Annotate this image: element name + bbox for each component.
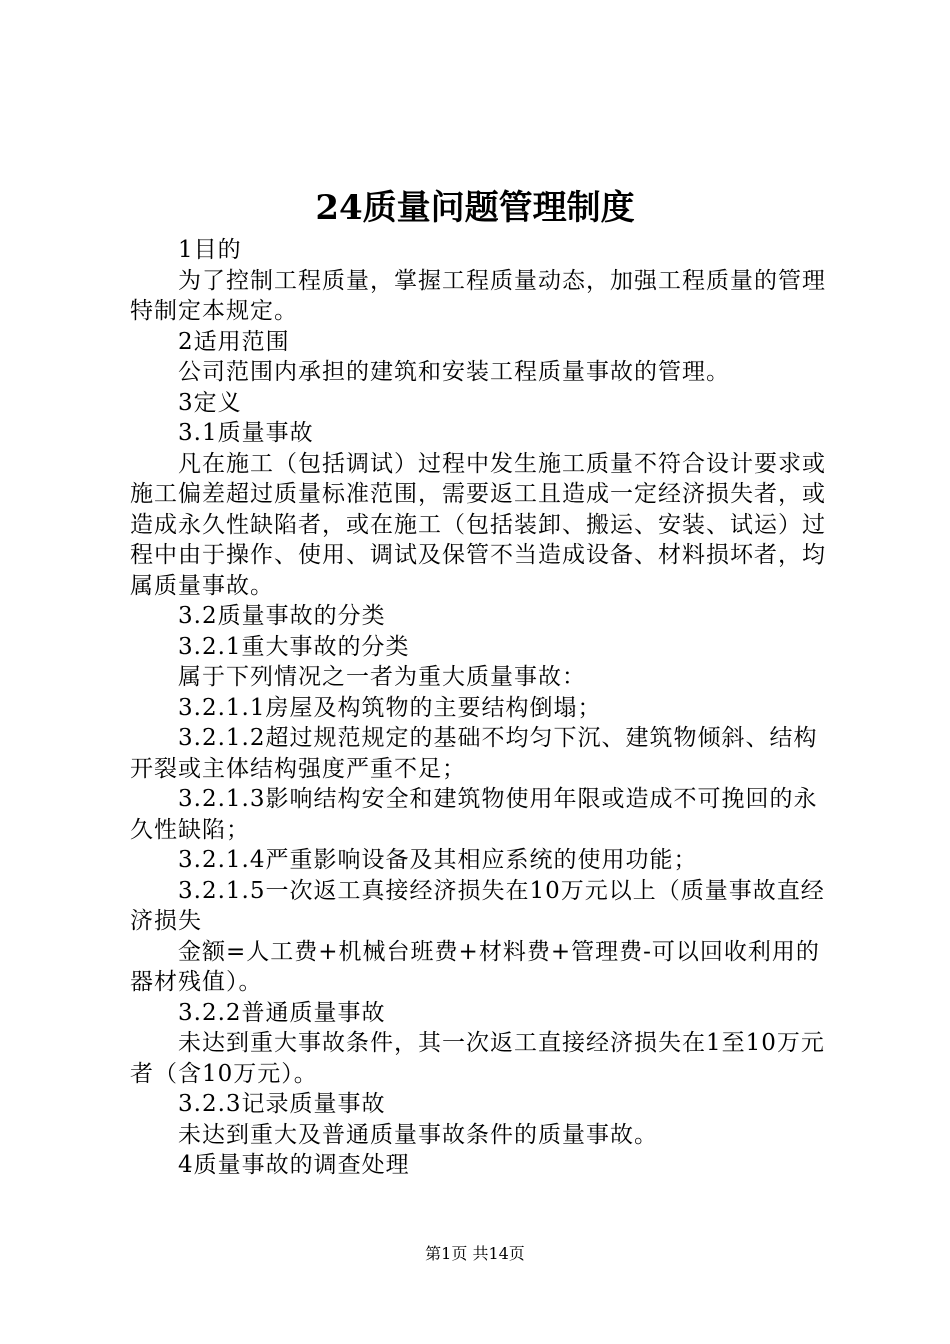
document-body [130,235,830,1181]
paragraph-recorded-accident: 未达到重大及普通质量事故条件的质量事故。 [178,1121,658,1148]
subsection-heading-classification: 3.2质量事故的分类 [178,603,386,629]
subsection-heading-general-accident: 3.2.2普通质量事故 [178,999,386,1026]
list-item-3-2-1-2: 3.2.1.2超过规范规定的基础不均匀下沉、建筑物倾斜、结构开裂或主体结构强度严重不足； [130,725,818,782]
subsection-heading-recorded-accident: 3.2.3记录质量事故 [178,1091,386,1117]
subsection-heading-major-accident: 3.2.1重大事故的分类 [178,633,410,660]
paragraph-scope: 公司范围内承担的建筑和安装工程质量事故的管理。 [178,359,730,385]
section-heading-purpose: 1目的 [178,237,242,263]
paragraph-major-accident-intro: 属于下列情况之一者为重大质量事故： [178,664,586,690]
page-footer: 第1页 共14页 [425,1244,525,1263]
paragraph-loss-formula: 金额=人工费+机械台班费+材料费+管理费-可以回收利用的器材残值）。 [130,938,820,995]
paragraph-general-accident: 未达到重大事故条件，其一次返工直接经济损失在1至10万元者（含10万元）。 [130,1030,825,1087]
list-item-3-2-1-4: 3.2.1.4严重影响设备及其相应系统的使用功能； [178,847,698,873]
section-heading-definition: 3定义 [178,389,242,416]
list-item-3-2-1-1: 3.2.1.1房屋及构筑物的主要结构倒塌； [178,694,602,721]
paragraph-purpose: 为了控制工程质量，掌握工程质量动态，加强工程质量的管理特制定本规定。 [130,267,826,324]
list-item-3-2-1-3: 3.2.1.3影响结构安全和建筑物使用年限或造成不可挽回的永久性缺陷； [130,786,818,843]
document-title: 24质量问题管理制度 [315,188,635,228]
section-heading-scope: 2适用范围 [178,328,290,355]
section-heading-investigation: 4质量事故的调查处理 [178,1152,410,1178]
list-item-3-2-1-5: 3.2.1.5一次返工真接经济损失在10万元以上（质量事故直经济损失 [130,877,825,934]
paragraph-quality-accident-definition: 凡在施工（包括调试）过程中发生施工质量不符合设计要求或施工偏差超过质量标准范围，需要返工且造成一定经济损失者，或造成永久性缺陷者，或在施工（包括装卸、搬运、安装、试运）过程中由于操作、使用、调试及保管不当造成设备、材料损坏者，均属质量事故。 [130,450,826,599]
subsection-heading-quality-accident: 3.1质量事故 [178,420,314,446]
